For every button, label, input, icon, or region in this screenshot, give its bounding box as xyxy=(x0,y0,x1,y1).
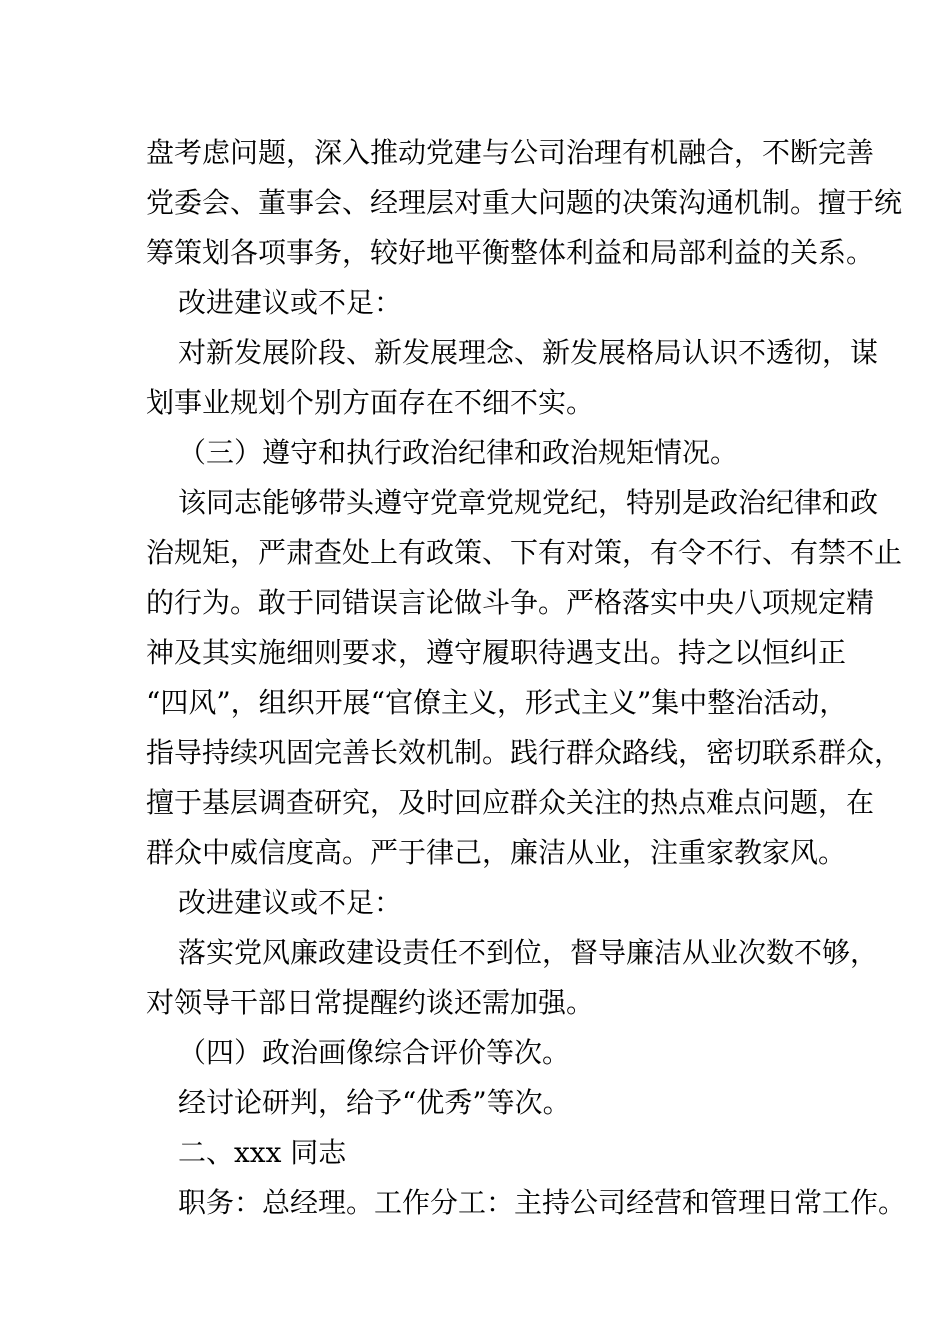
text-line: 盘考虑问题，深入推动党建与公司治理有机融合，不断完善 xyxy=(146,136,875,169)
document-body xyxy=(146,128,907,1228)
text-line: 改进建议或不足： xyxy=(178,286,403,319)
section-heading: （三）遵守和执行政治纪律和政治规矩情况。 xyxy=(178,436,739,469)
text-line: 党委会、董事会、经理层对重大问题的决策沟通机制。擅于统 xyxy=(146,186,903,219)
text-line: 群众中威信度高。严于律己，廉洁从业，注重家教家风。 xyxy=(146,836,847,869)
text-line: “四风”，组织开展“官僚主义，形式主义”集中整治活动， xyxy=(146,686,848,719)
section-heading: （四）政治画像综合评价等次。 xyxy=(178,1036,571,1069)
text-line: 筹策划各项事务，较好地平衡整体利益和局部利益的关系。 xyxy=(146,236,875,269)
text-line: 改进建议或不足： xyxy=(178,886,403,919)
text-line: 职务：总经理。工作分工：主持公司经营和管理日常工作。 xyxy=(178,1186,907,1219)
text-line: 神及其实施细则要求，遵守履职待遇支出。持之以恒纠正 xyxy=(146,636,847,669)
text-line: 治规矩，严肃查处上有政策、下有对策，有令不行、有禁不止 xyxy=(146,536,903,569)
text-line: 划事业规划个别方面存在不细不实。 xyxy=(146,386,595,419)
text-line: 该同志能够带头遵守党章党规党纪，特别是政治纪律和政 xyxy=(178,486,879,519)
text-line: 对领导干部日常提醒约谈还需加强。 xyxy=(146,986,595,1019)
text-line: 落实党风廉政建设责任不到位，督导廉洁从业次数不够， xyxy=(178,936,879,969)
text-line: 指导持续巩固完善长效机制。践行群众路线，密切联系群众， xyxy=(146,736,903,769)
text-line: 对新发展阶段、新发展理念、新发展格局认识不透彻，谋 xyxy=(178,336,879,369)
section-heading: 二、xxx 同志 xyxy=(178,1136,347,1169)
text-line: 的行为。敢于同错误言论做斗争。严格落实中央八项规定精 xyxy=(146,586,875,619)
text-line: 擅于基层调查研究，及时回应群众关注的热点难点问题，在 xyxy=(146,786,875,819)
text-line: 经讨论研判，给予“优秀”等次。 xyxy=(178,1086,571,1119)
